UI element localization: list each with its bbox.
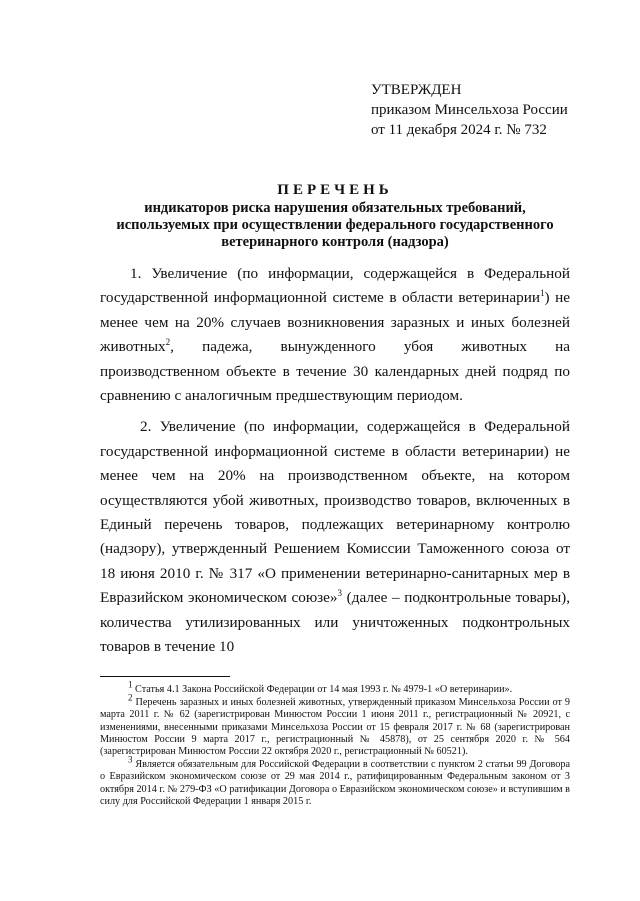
title-subline-1: индикаторов риска нарушения обязательных требований,: [144, 200, 526, 216]
footnotes: [100, 679, 570, 809]
approval-stamp: [371, 80, 568, 140]
footnote-ref-1: 1: [540, 288, 545, 299]
footnote-2-mark: 2: [128, 692, 133, 703]
paragraph-2-part-b: (далее – подконтрольные товары), количества утилизированных или уничтоженных подконтрольных товаров в течение 10: [100, 589, 571, 656]
footnote-1-mark: 1: [128, 679, 133, 690]
footnote-2-text: Перечень заразных и иных болезней животных, утвержденный приказом Минсельхоза России от 9 марта 2011 г. № 62 (зарегистрирован Минюстом России 1 июня 2011 г., регистрационный № 20921, с изменениями, внесенными приказами Минсельхоза России от 15 февраля 2017 г. № 68 (зарегистрирован Минюстом России 9 марта 2017 г., регистрационный № 45878), от 25 сентября 2020 г. № 564 (зарегистрирован Минюстом России 22 октября 2020 г., регистрационный № 60521).: [100, 697, 570, 758]
approval-line-3: от 11 декабря 2024 г. № 732: [371, 122, 547, 138]
document-title: [100, 180, 570, 251]
footnote-1: [100, 679, 570, 696]
footnote-3: [100, 754, 570, 808]
footnote-ref-2: 2: [165, 337, 171, 348]
paragraph-1: [100, 262, 570, 408]
footnote-1-text: Статья 4.1 Закона Российской Федерации от 14 мая 1993 г. № 4979-1 «О ветеринарии».: [132, 684, 513, 695]
title-subline-2: используемых при осуществлении федерального государственного: [116, 217, 554, 233]
footnote-2: [100, 692, 570, 758]
footnote-3-text: Является обязательным для Российской Федерации в соответствии с пунктом 2 статьи 99 Договора о Евразийском экономическом союзе от 29 мая 2014 г., ратифицированным Федеральным законом от 3 октября 2014 г. № 279-ФЗ «О ратификации Договора о Евразийском экономическом союзе» и вступившим в силу для Российской Федерации 1 января 2015 г.: [100, 759, 570, 807]
approval-line-1: УТВЕРЖДЕН: [371, 82, 462, 98]
footnote-3-mark: 3: [128, 754, 133, 765]
paragraph-2: [100, 415, 570, 659]
title-main: ПЕРЕЧЕНЬ: [277, 182, 393, 198]
paragraph-1-part-c: , падежа, вынужденного убоя животных на производственном объекте в течение 30 календарных дней подряд по сравнению с аналогичным предшествующим периодом.: [100, 338, 570, 405]
paragraph-1-part-b: ) не менее чем на 20% случаев возникновения заразных и иных болезней животных: [100, 289, 570, 356]
footnote-ref-3: 3: [337, 588, 343, 599]
document-body: [100, 262, 570, 660]
paragraph-2-part-a: 2. Увеличение (по информации, содержащейся в Федеральной государственной информационной системе в области ветеринарии) не менее чем на 20% на производственном объекте, на котором осуществляются убой животных, производство товаров, включенных в Единый перечень товаров, подлежащих ветеринарному контролю (надзору), утвержденный Решением Комиссии Таможенного союза от 18 июня 2010 г. № 317 «О применении ветеринарно-санитарных мер в Евразийском экономическом союзе»: [100, 418, 570, 607]
footnote-separator: [100, 676, 230, 677]
paragraph-1-part-a: 1. Увеличение (по информации, содержащейся в Федеральной государственной информационной системе в области ветеринарии: [100, 265, 570, 307]
approval-line-2: приказом Минсельхоза России: [371, 102, 568, 118]
title-subline-3: ветеринарного контроля (надзора): [221, 234, 449, 250]
